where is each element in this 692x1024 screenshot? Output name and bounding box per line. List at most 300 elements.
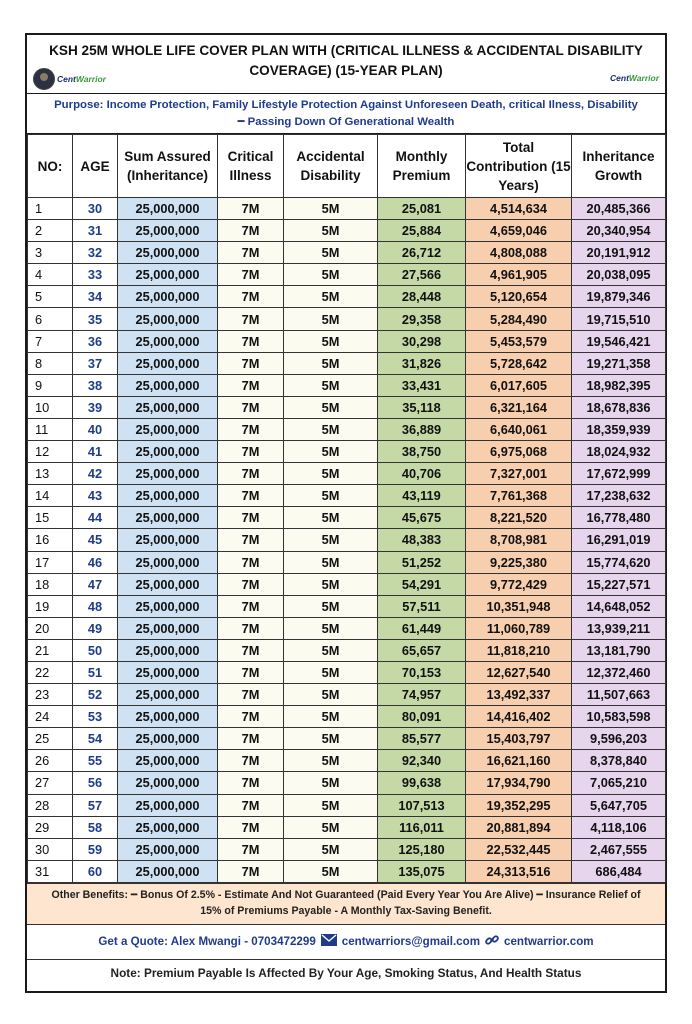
col-monthly-premium-cell: 48,383 — [378, 529, 466, 551]
col-total-contribution-cell: 4,514,634 — [466, 198, 572, 220]
col-no-cell: 1 — [28, 198, 73, 220]
col-no-cell: 27 — [28, 772, 73, 794]
logo-right — [610, 73, 659, 83]
col-no-cell: 11 — [28, 418, 73, 440]
col-total-contribution-cell: 5,728,642 — [466, 352, 572, 374]
table-row — [28, 220, 666, 242]
col-no-cell: 9 — [28, 374, 73, 396]
col-accidental-disability-cell: 5M — [284, 794, 378, 816]
logo-left — [33, 68, 106, 90]
col-no-cell: 30 — [28, 838, 73, 860]
table-row — [28, 684, 666, 706]
col-monthly-premium-cell: 38,750 — [378, 441, 466, 463]
brand-left-accent: Warrior — [75, 74, 106, 84]
col-accidental-disability-cell: 5M — [284, 750, 378, 772]
col-inheritance-growth-cell: 13,181,790 — [572, 639, 666, 661]
col-critical-illness-cell: 7M — [218, 463, 284, 485]
col-critical-illness-cell: 7M — [218, 617, 284, 639]
col-age-cell: 46 — [73, 551, 118, 573]
col-monthly-premium-cell: 33,431 — [378, 374, 466, 396]
plan-sheet — [25, 33, 667, 993]
col-no-cell: 17 — [28, 551, 73, 573]
col-sum-assured-cell: 25,000,000 — [118, 838, 218, 860]
col-age-cell: 54 — [73, 728, 118, 750]
col-sum-assured-cell: 25,000,000 — [118, 463, 218, 485]
col-inheritance-growth-cell: 13,939,211 — [572, 617, 666, 639]
table-row — [28, 396, 666, 418]
col-monthly-premium-cell: 125,180 — [378, 838, 466, 860]
col-total-contribution-cell: 9,225,380 — [466, 551, 572, 573]
col-critical-illness-cell: 7M — [218, 684, 284, 706]
col-total-contribution-cell: 4,808,088 — [466, 242, 572, 264]
table-row — [28, 838, 666, 860]
col-monthly-premium-cell: 36,889 — [378, 418, 466, 440]
col-critical-illness-cell: 7M — [218, 595, 284, 617]
col-total-contribution-cell: 4,961,905 — [466, 264, 572, 286]
table-row — [28, 794, 666, 816]
col-sum-assured-cell: 25,000,000 — [118, 551, 218, 573]
col-inheritance-growth-cell: 20,191,912 — [572, 242, 666, 264]
col-no-cell: 21 — [28, 639, 73, 661]
col-inheritance-growth-cell: 18,678,836 — [572, 396, 666, 418]
col-age-cell: 30 — [73, 198, 118, 220]
table-row — [28, 286, 666, 308]
col-monthly-premium-cell: 26,712 — [378, 242, 466, 264]
col-accidental-disability-cell: 5M — [284, 838, 378, 860]
table-row — [28, 728, 666, 750]
col-monthly-premium-cell: 65,657 — [378, 639, 466, 661]
col-accidental-disability-cell: 5M — [284, 220, 378, 242]
col-total-contribution-cell: 13,492,337 — [466, 684, 572, 706]
col-age-cell: 35 — [73, 308, 118, 330]
col-critical-illness-cell: 7M — [218, 728, 284, 750]
col-critical-illness-cell: 7M — [218, 198, 284, 220]
table-body — [28, 198, 666, 883]
col-age-cell: 45 — [73, 529, 118, 551]
brand-right-text: Cent — [610, 73, 629, 83]
col-total-contribution-cell: 9,772,429 — [466, 573, 572, 595]
col-no-cell: 26 — [28, 750, 73, 772]
col-age-cell: 58 — [73, 816, 118, 838]
col-no-cell: 10 — [28, 396, 73, 418]
col-age-cell: 38 — [73, 374, 118, 396]
col-age-cell: 41 — [73, 441, 118, 463]
col-sum-assured-cell: 25,000,000 — [118, 485, 218, 507]
col-monthly-premium-cell: 116,011 — [378, 816, 466, 838]
footer-note: Note: Premium Payable Is Affected By Your Age, Smoking Status, And Health Status — [27, 959, 665, 986]
col-critical-illness-cell: 7M — [218, 220, 284, 242]
col-inheritance-growth-cell: 7,065,210 — [572, 772, 666, 794]
col-monthly-premium-cell: 80,091 — [378, 706, 466, 728]
col-age-cell: 59 — [73, 838, 118, 860]
col-accidental-disability-cell: 5M — [284, 308, 378, 330]
col-sum-assured-cell: 25,000,000 — [118, 330, 218, 352]
col-critical-illness-cell: 7M — [218, 485, 284, 507]
col-monthly-premium-cell: 45,675 — [378, 507, 466, 529]
col-critical-illness-cell: 7M — [218, 551, 284, 573]
col-accidental-disability-cell: 5M — [284, 242, 378, 264]
col-critical-illness-cell: 7M — [218, 573, 284, 595]
col-inheritance-growth-cell: 12,372,460 — [572, 661, 666, 683]
col-inheritance-growth-cell: 15,774,620 — [572, 551, 666, 573]
col-no-cell: 22 — [28, 661, 73, 683]
col-accidental-disability-cell: 5M — [284, 463, 378, 485]
col-total-contribution-cell: 24,313,516 — [466, 860, 572, 882]
col-monthly-premium-cell: 70,153 — [378, 661, 466, 683]
col-inheritance-growth-cell: 20,485,366 — [572, 198, 666, 220]
col-inheritance-growth-cell: 686,484 — [572, 860, 666, 882]
col-monthly-premium-cell: 43,119 — [378, 485, 466, 507]
col-no-cell: 16 — [28, 529, 73, 551]
col-critical-illness-cell: 7M — [218, 794, 284, 816]
avatar — [33, 68, 55, 90]
col-total-contribution-cell: 8,708,981 — [466, 529, 572, 551]
col-accidental-disability-cell: 5M — [284, 860, 378, 882]
col-total-contribution-cell: 10,351,948 — [466, 595, 572, 617]
email-link[interactable]: centwarriors@gmail.com — [341, 935, 481, 949]
col-sum-assured-cell: 25,000,000 — [118, 374, 218, 396]
col-no-cell: 19 — [28, 595, 73, 617]
col-monthly-premium-cell: 135,075 — [378, 860, 466, 882]
other-benefits — [27, 883, 665, 924]
other-benefits-line-2: 15% of Premiums Payable - A Monthly Tax-Saving Benefit. — [200, 904, 492, 917]
col-sum-assured-cell: 25,000,000 — [118, 595, 218, 617]
col-critical-illness-cell: 7M — [218, 286, 284, 308]
col-sum-assured-cell: 25,000,000 — [118, 264, 218, 286]
col-sum-assured-cell: 25,000,000 — [118, 198, 218, 220]
title-line-1: KSH 25M WHOLE LIFE COVER PLAN WITH (CRITICAL ILLNESS & ACCIDENTAL DISABILITY — [49, 43, 643, 58]
table-row — [28, 772, 666, 794]
col-accidental-disability-cell: 5M — [284, 352, 378, 374]
table-row — [28, 441, 666, 463]
col-accidental-disability-cell: 5M — [284, 706, 378, 728]
col-accidental-disability-cell: 5M — [284, 198, 378, 220]
col-no-cell: 18 — [28, 573, 73, 595]
col-age-cell: 53 — [73, 706, 118, 728]
col-sum-assured-header: Sum Assured (Inheritance) — [118, 135, 218, 198]
col-critical-illness-cell: 7M — [218, 507, 284, 529]
col-no-cell: 29 — [28, 816, 73, 838]
col-inheritance-growth-cell: 9,596,203 — [572, 728, 666, 750]
col-accidental-disability-cell: 5M — [284, 507, 378, 529]
col-accidental-disability-cell: 5M — [284, 264, 378, 286]
col-critical-illness-cell: 7M — [218, 816, 284, 838]
col-total-contribution-cell: 6,640,061 — [466, 418, 572, 440]
col-monthly-premium-cell: 51,252 — [378, 551, 466, 573]
col-age-cell: 33 — [73, 264, 118, 286]
col-accidental-disability-cell: 5M — [284, 684, 378, 706]
col-age-cell: 49 — [73, 617, 118, 639]
col-inheritance-growth-cell: 15,227,571 — [572, 573, 666, 595]
col-inheritance-growth-cell: 19,715,510 — [572, 308, 666, 330]
col-total-contribution-cell: 11,818,210 — [466, 639, 572, 661]
col-age-cell: 51 — [73, 661, 118, 683]
col-sum-assured-cell: 25,000,000 — [118, 860, 218, 882]
table-row — [28, 308, 666, 330]
col-monthly-premium-cell: 61,449 — [378, 617, 466, 639]
col-critical-illness-cell: 7M — [218, 330, 284, 352]
col-monthly-premium-cell: 85,577 — [378, 728, 466, 750]
col-inheritance-growth-cell: 18,024,932 — [572, 441, 666, 463]
col-monthly-premium-cell: 35,118 — [378, 396, 466, 418]
col-sum-assured-cell: 25,000,000 — [118, 794, 218, 816]
col-critical-illness-cell: 7M — [218, 242, 284, 264]
col-sum-assured-cell: 25,000,000 — [118, 772, 218, 794]
col-accidental-disability-cell: 5M — [284, 441, 378, 463]
email-icon — [321, 934, 337, 949]
purpose-statement — [27, 94, 665, 134]
col-accidental-disability-cell: 5M — [284, 529, 378, 551]
col-total-contribution-cell: 22,532,445 — [466, 838, 572, 860]
col-age-cell: 37 — [73, 352, 118, 374]
col-accidental-disability-cell: 5M — [284, 772, 378, 794]
table-header-row — [28, 135, 666, 198]
col-sum-assured-cell: 25,000,000 — [118, 308, 218, 330]
col-inheritance-growth-cell: 19,546,421 — [572, 330, 666, 352]
col-inheritance-growth-cell: 19,879,346 — [572, 286, 666, 308]
brand-left-text: Cent — [57, 74, 76, 84]
col-monthly-premium-cell: 92,340 — [378, 750, 466, 772]
col-no-cell: 28 — [28, 794, 73, 816]
table-row — [28, 198, 666, 220]
col-monthly-premium-cell: 25,884 — [378, 220, 466, 242]
table-row — [28, 860, 666, 882]
col-sum-assured-cell: 25,000,000 — [118, 220, 218, 242]
col-total-contribution-cell: 11,060,789 — [466, 617, 572, 639]
col-age-cell: 43 — [73, 485, 118, 507]
col-accidental-disability-cell: 5M — [284, 396, 378, 418]
col-accidental-disability-cell: 5M — [284, 551, 378, 573]
col-critical-illness-header: Critical Illness — [218, 135, 284, 198]
col-total-contribution-cell: 17,934,790 — [466, 772, 572, 794]
table-row — [28, 330, 666, 352]
col-inheritance-growth-cell: 14,648,052 — [572, 595, 666, 617]
col-total-contribution-cell: 12,627,540 — [466, 661, 572, 683]
col-total-contribution-cell: 7,327,001 — [466, 463, 572, 485]
brand-left — [57, 74, 106, 84]
col-monthly-premium-cell: 29,358 — [378, 308, 466, 330]
col-inheritance-growth-cell: 11,507,663 — [572, 684, 666, 706]
brand-right-accent: Warrior — [628, 73, 659, 83]
col-inheritance-growth-cell: 19,271,358 — [572, 352, 666, 374]
col-sum-assured-cell: 25,000,000 — [118, 706, 218, 728]
col-age-cell: 50 — [73, 639, 118, 661]
col-no-cell: 6 — [28, 308, 73, 330]
title-line-2: COVERAGE) (15-YEAR PLAN) — [249, 63, 443, 78]
col-total-contribution-cell: 14,416,402 — [466, 706, 572, 728]
col-no-cell: 25 — [28, 728, 73, 750]
col-total-contribution-cell: 5,284,490 — [466, 308, 572, 330]
col-age-cell: 39 — [73, 396, 118, 418]
col-no-cell: 5 — [28, 286, 73, 308]
col-critical-illness-cell: 7M — [218, 860, 284, 882]
col-monthly-premium-cell: 57,511 — [378, 595, 466, 617]
col-monthly-premium-cell: 27,566 — [378, 264, 466, 286]
purpose-line-1: Purpose: Income Protection, Family Lifestyle Protection Against Unforeseen Death, critical Ilness, Disability — [54, 99, 638, 111]
premium-table — [27, 134, 666, 883]
col-sum-assured-cell: 25,000,000 — [118, 728, 218, 750]
col-total-contribution-cell: 6,017,605 — [466, 374, 572, 396]
col-accidental-disability-cell: 5M — [284, 573, 378, 595]
col-sum-assured-cell: 25,000,000 — [118, 242, 218, 264]
col-inheritance-growth-cell: 20,038,095 — [572, 264, 666, 286]
col-age-cell: 32 — [73, 242, 118, 264]
col-critical-illness-cell: 7M — [218, 308, 284, 330]
col-monthly-premium-cell: 31,826 — [378, 352, 466, 374]
table-row — [28, 374, 666, 396]
website-link[interactable]: centwarrior.com — [504, 935, 594, 949]
table-row — [28, 816, 666, 838]
table-row — [28, 595, 666, 617]
table-row — [28, 242, 666, 264]
col-sum-assured-cell: 25,000,000 — [118, 418, 218, 440]
col-age-cell: 36 — [73, 330, 118, 352]
page-title — [27, 35, 665, 81]
col-inheritance-growth-cell: 16,778,480 — [572, 507, 666, 529]
table-row — [28, 617, 666, 639]
col-no-cell: 3 — [28, 242, 73, 264]
header — [27, 35, 665, 94]
col-critical-illness-cell: 7M — [218, 639, 284, 661]
col-monthly-premium-cell: 54,291 — [378, 573, 466, 595]
col-accidental-disability-cell: 5M — [284, 330, 378, 352]
col-critical-illness-cell: 7M — [218, 352, 284, 374]
col-accidental-disability-cell: 5M — [284, 418, 378, 440]
other-benefits-line-1: Other Benefits: ━ Bonus Of 2.5% - Estimate And Not Guaranteed (Paid Every Year You Are Alive) ━ Insurance Relief of — [51, 888, 641, 901]
table-row — [28, 573, 666, 595]
col-no-cell: 12 — [28, 441, 73, 463]
col-inheritance-growth-cell: 8,378,840 — [572, 750, 666, 772]
table-row — [28, 352, 666, 374]
table-row — [28, 661, 666, 683]
col-inheritance-growth-cell: 18,982,395 — [572, 374, 666, 396]
col-monthly-premium-cell: 30,298 — [378, 330, 466, 352]
col-inheritance-growth-header: Inheritance Growth — [572, 135, 666, 198]
col-sum-assured-cell: 25,000,000 — [118, 816, 218, 838]
col-accidental-disability-cell: 5M — [284, 816, 378, 838]
col-total-contribution-cell: 6,321,164 — [466, 396, 572, 418]
col-no-cell: 8 — [28, 352, 73, 374]
col-monthly-premium-cell: 74,957 — [378, 684, 466, 706]
col-critical-illness-cell: 7M — [218, 418, 284, 440]
col-accidental-disability-cell: 5M — [284, 639, 378, 661]
brand-right — [610, 73, 659, 83]
col-no-cell: 14 — [28, 485, 73, 507]
col-accidental-disability-cell: 5M — [284, 617, 378, 639]
link-icon — [485, 933, 499, 950]
col-accidental-disability-cell: 5M — [284, 485, 378, 507]
col-accidental-disability-cell: 5M — [284, 595, 378, 617]
col-sum-assured-cell: 25,000,000 — [118, 529, 218, 551]
col-critical-illness-cell: 7M — [218, 772, 284, 794]
col-monthly-premium-cell: 99,638 — [378, 772, 466, 794]
col-no-cell: 2 — [28, 220, 73, 242]
col-accidental-disability-cell: 5M — [284, 728, 378, 750]
col-total-contribution-header: Total Contribution (15 Years) — [466, 135, 572, 198]
col-no-cell: 4 — [28, 264, 73, 286]
col-age-cell: 48 — [73, 595, 118, 617]
col-sum-assured-cell: 25,000,000 — [118, 750, 218, 772]
quote-text: Get a Quote: Alex Mwangi - 0703472299 — [98, 935, 316, 949]
col-critical-illness-cell: 7M — [218, 264, 284, 286]
col-age-cell: 47 — [73, 573, 118, 595]
col-age-cell: 34 — [73, 286, 118, 308]
col-age-cell: 57 — [73, 794, 118, 816]
col-age-cell: 60 — [73, 860, 118, 882]
col-age-cell: 40 — [73, 418, 118, 440]
table-row — [28, 264, 666, 286]
col-no-cell: 13 — [28, 463, 73, 485]
col-critical-illness-cell: 7M — [218, 441, 284, 463]
col-inheritance-growth-cell: 10,583,598 — [572, 706, 666, 728]
table-row — [28, 639, 666, 661]
col-monthly-premium-cell: 40,706 — [378, 463, 466, 485]
col-total-contribution-cell: 5,453,579 — [466, 330, 572, 352]
col-total-contribution-cell: 20,881,894 — [466, 816, 572, 838]
col-sum-assured-cell: 25,000,000 — [118, 507, 218, 529]
col-sum-assured-cell: 25,000,000 — [118, 441, 218, 463]
col-no-cell: 15 — [28, 507, 73, 529]
col-total-contribution-cell: 6,975,068 — [466, 441, 572, 463]
col-sum-assured-cell: 25,000,000 — [118, 396, 218, 418]
col-inheritance-growth-cell: 4,118,106 — [572, 816, 666, 838]
col-accidental-disability-header: Accidental Disability — [284, 135, 378, 198]
purpose-line-2: ━ Passing Down Of Generational Wealth — [237, 116, 455, 128]
col-inheritance-growth-cell: 17,672,999 — [572, 463, 666, 485]
col-age-cell: 31 — [73, 220, 118, 242]
col-inheritance-growth-cell: 5,647,705 — [572, 794, 666, 816]
col-age-cell: 44 — [73, 507, 118, 529]
col-sum-assured-cell: 25,000,000 — [118, 573, 218, 595]
col-no-cell: 7 — [28, 330, 73, 352]
col-accidental-disability-cell: 5M — [284, 661, 378, 683]
col-monthly-premium-cell: 25,081 — [378, 198, 466, 220]
col-sum-assured-cell: 25,000,000 — [118, 639, 218, 661]
col-no-cell: 31 — [28, 860, 73, 882]
col-no-header: NO: — [28, 135, 73, 198]
col-monthly-premium-cell: 107,513 — [378, 794, 466, 816]
col-accidental-disability-cell: 5M — [284, 286, 378, 308]
col-critical-illness-cell: 7M — [218, 396, 284, 418]
col-accidental-disability-cell: 5M — [284, 374, 378, 396]
col-sum-assured-cell: 25,000,000 — [118, 684, 218, 706]
col-no-cell: 24 — [28, 706, 73, 728]
col-monthly-premium-cell: 28,448 — [378, 286, 466, 308]
col-total-contribution-cell: 16,621,160 — [466, 750, 572, 772]
col-inheritance-growth-cell: 17,238,632 — [572, 485, 666, 507]
col-sum-assured-cell: 25,000,000 — [118, 286, 218, 308]
col-no-cell: 23 — [28, 684, 73, 706]
col-no-cell: 20 — [28, 617, 73, 639]
col-inheritance-growth-cell: 2,467,555 — [572, 838, 666, 860]
col-critical-illness-cell: 7M — [218, 529, 284, 551]
col-age-cell: 55 — [73, 750, 118, 772]
col-total-contribution-cell: 19,352,295 — [466, 794, 572, 816]
col-critical-illness-cell: 7M — [218, 706, 284, 728]
col-age-cell: 52 — [73, 684, 118, 706]
col-total-contribution-cell: 4,659,046 — [466, 220, 572, 242]
table-row — [28, 463, 666, 485]
col-sum-assured-cell: 25,000,000 — [118, 617, 218, 639]
table-row — [28, 507, 666, 529]
table-row — [28, 750, 666, 772]
table-row — [28, 706, 666, 728]
col-sum-assured-cell: 25,000,000 — [118, 352, 218, 374]
col-total-contribution-cell: 15,403,797 — [466, 728, 572, 750]
col-monthly-premium-header: Monthly Premium — [378, 135, 466, 198]
col-age-cell: 56 — [73, 772, 118, 794]
col-critical-illness-cell: 7M — [218, 374, 284, 396]
